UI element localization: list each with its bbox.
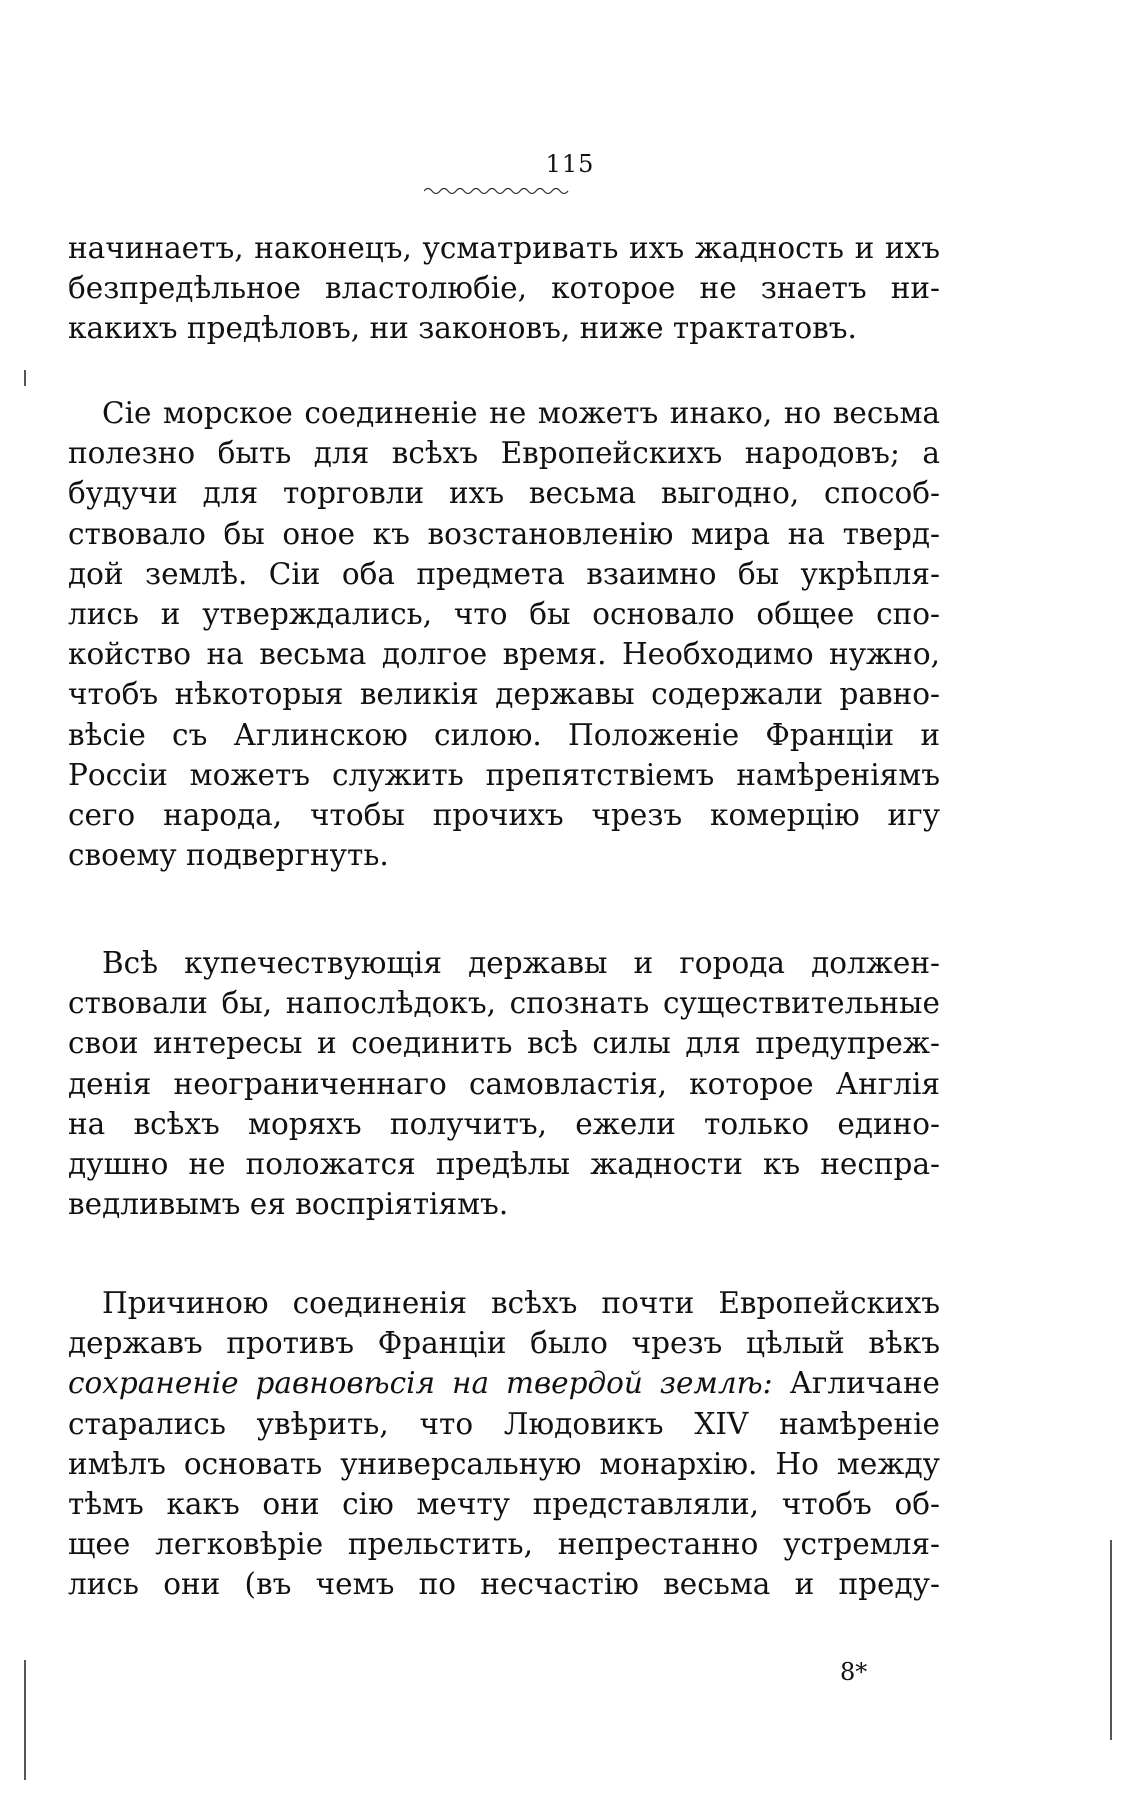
paragraph-2: [68, 393, 940, 875]
text-line: свои интересы и соединить всѣ силы для предупреж-: [68, 1026, 940, 1061]
text-line: ведливымъ ея воспріятіямъ.: [68, 1187, 509, 1222]
text-line: имѣлъ основать универсальную монархію. Но между: [68, 1446, 940, 1481]
text-line-with-italic: [68, 1363, 940, 1403]
paragraph-4: [68, 1283, 940, 1605]
text-line: ствовало бы оное къ возстановленію мира на тверд-: [68, 516, 940, 551]
wavy-rule-ornament: [424, 186, 570, 196]
text-line: щее легковѣріе прельстить, непрестанно устремля-: [68, 1527, 940, 1562]
text-line: Россіи можетъ служить препятствіемъ намѣреніямъ: [68, 757, 940, 792]
paragraph-3: [68, 943, 940, 1224]
text-line: тѣмъ какъ они сію мечту представляли, чтобъ об-: [68, 1487, 940, 1522]
text-line: своему подвергнуть.: [68, 838, 389, 873]
text-line: начинаетъ, наконецъ, усматривать ихъ жадность и ихъ: [68, 231, 940, 265]
left-margin-tick: [24, 370, 26, 386]
right-margin-edge: [1110, 1540, 1112, 1740]
text-line: державъ противъ Франціи было чрезъ цѣлый вѣкъ: [68, 1326, 940, 1361]
text-line: какихъ предѣловъ, ни законовъ, ниже трактатовъ.: [68, 311, 857, 346]
text-line: на всѣхъ моряхъ получитъ, ежели только едино-: [68, 1106, 940, 1141]
text-line: лись и утверждались, что бы основало общее спо-: [68, 597, 940, 632]
text-line: дой землѣ. Сіи оба предмета взаимно бы укрѣпля-: [68, 556, 940, 591]
paragraph-1: [68, 228, 940, 349]
text-line: чтобъ нѣкоторыя великія державы содержали равно-: [68, 677, 940, 712]
text-line: вѣсіе съ Аглинскою силою. Положеніе Франціи и: [68, 717, 940, 752]
left-margin-edge: [24, 1660, 26, 1780]
text-line: койство на весьма долгое время. Необходимо нужно,: [68, 637, 940, 672]
text-line: ствовали бы, напослѣдокъ, спознать существительные: [68, 986, 940, 1021]
page-number: 115: [545, 150, 595, 178]
text-line: Сіе морское соединеніе не можетъ инако, но весьма: [102, 396, 940, 430]
printer-signature: 8*: [840, 1658, 868, 1686]
text-line: лись они (въ чемъ по несчастію весьма и преду-: [68, 1567, 940, 1602]
text-line: сего народа, чтобы прочихъ чрезъ комерцію игу: [68, 798, 940, 833]
text-line: полезно быть для всѣхъ Европейскихъ народовъ; а: [68, 436, 940, 471]
text-line: будучи для торговли ихъ весьма выгодно, способ-: [68, 476, 940, 511]
italic-phrase: сохраненіе равновѣсія на твердой землѣ:: [68, 1366, 773, 1401]
text-line: Причиною соединенія всѣхъ почти Европейскихъ: [102, 1286, 940, 1320]
text-line: денія неограниченнаго самовластія, которое Англія: [68, 1066, 940, 1101]
text-line: старались увѣрить, что Людовикъ XIV намѣреніе: [68, 1406, 940, 1441]
text-line: Всѣ купечествующія державы и города должен-: [102, 946, 940, 980]
text-fragment: Агличане: [789, 1366, 940, 1401]
text-line: безпредѣльное властолюбіе, которое не знаетъ ни-: [68, 271, 940, 306]
text-line: душно не положатся предѣлы жадности къ неспра-: [68, 1147, 940, 1182]
